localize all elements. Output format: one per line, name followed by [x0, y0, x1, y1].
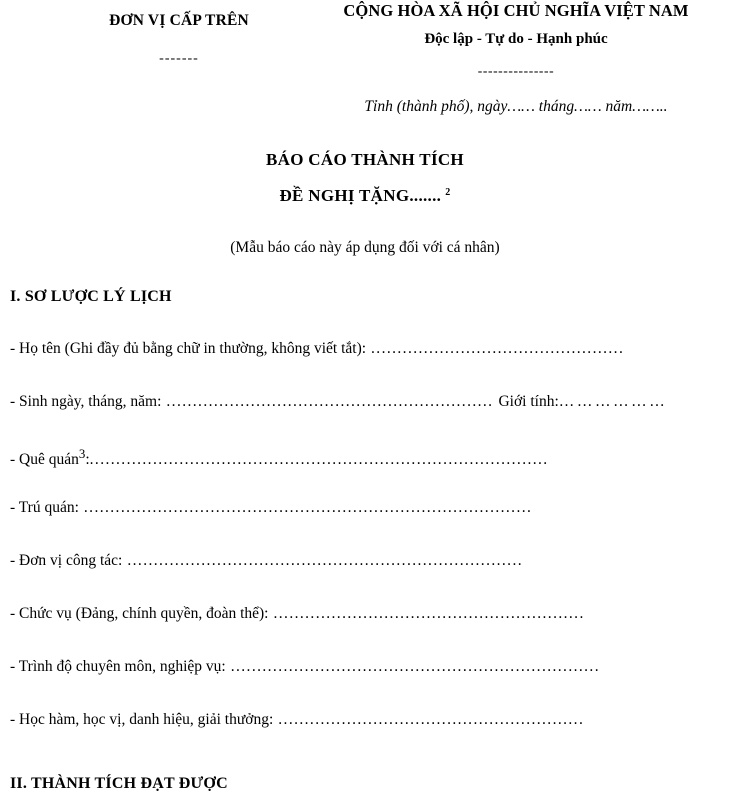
biography-field-list [10, 340, 722, 764]
issuing-authority-block [44, 12, 314, 66]
field-row-chuc-vu [10, 605, 722, 658]
place-date-line: Tỉnh (thành phố), ngày…… tháng…… năm…….. [364, 97, 668, 115]
field-label-tru-quan: - Trú quán: [10, 499, 79, 516]
field-dots-trinh-do[interactable]: ...................................................................... [230, 658, 600, 675]
field-row-ho-ten [10, 340, 722, 393]
section-heading-i: I. SƠ LƯỢC LÝ LỊCH [10, 288, 172, 305]
field-colon-que-quan: : [85, 451, 90, 469]
field-row-trinh-do [10, 658, 722, 711]
field-dots-don-vi-cong-tac[interactable]: ........................................................................... [127, 552, 523, 569]
section-heading-ii: II. THÀNH TÍCH ĐẠT ĐƯỢC [10, 775, 228, 792]
document-header [0, 0, 730, 130]
field-label-gioi-tinh: Giới tính: [498, 393, 559, 410]
national-motto-rule: --------------- [477, 63, 555, 79]
field-dots-chuc-vu[interactable]: ........................................................... [273, 605, 585, 622]
field-row-hoc-ham [10, 711, 722, 764]
field-row-don-vi-cong-tac [10, 552, 722, 605]
field-row-sinh-ngay [10, 393, 722, 446]
field-dots-que-quan[interactable]: ....................................................................................... [89, 451, 549, 469]
report-scope-note: (Mẫu báo cáo này áp dụng đối với cá nhân) [230, 238, 500, 256]
field-dots-tru-quan[interactable]: ..................................................................................... [83, 499, 533, 516]
report-title: BÁO CÁO THÀNH TÍCH [266, 150, 464, 169]
national-heading-block [310, 0, 722, 116]
field-label-sinh-ngay: - Sinh ngày, tháng, năm: [10, 393, 162, 410]
field-label-ho-ten: - Họ tên (Ghi đầy đủ bằng chữ in thường, không viết tắt): [10, 340, 367, 357]
report-title-block [0, 150, 730, 257]
field-dots-ho-ten[interactable]: ................................................ [371, 340, 625, 357]
field-label-hoc-ham: - Học hàm, học vị, danh hiệu, giải thưởng: [10, 711, 274, 728]
report-subtitle-text: ĐỀ NGHỊ TẶNG....... [279, 186, 442, 206]
national-title: CỘNG HÒA XÃ HỘI CHỦ NGHĨA VIỆT NAM [343, 1, 689, 20]
field-dots-sinh-ngay[interactable]: .............................................................. [166, 393, 494, 410]
report-subtitle-footnote-marker: 2 [445, 186, 451, 198]
issuing-authority-rule: ------- [159, 51, 199, 66]
field-row-tru-quan [10, 499, 722, 552]
field-footnote-marker-que-quan: 3 [78, 446, 86, 461]
field-label-don-vi-cong-tac: - Đơn vị công tác: [10, 552, 123, 569]
field-label-chuc-vu: - Chức vụ (Đảng, chính quyền, đoàn thể): [10, 605, 269, 622]
field-dots-hoc-ham[interactable]: .......................................................... [278, 711, 585, 728]
field-label-trinh-do: - Trình độ chuyên môn, nghiệp vụ: [10, 658, 226, 675]
field-dots-gioi-tinh[interactable]: ……………… [558, 393, 668, 410]
field-label-que-quan: - Quê quán [10, 451, 79, 469]
issuing-authority-label: ĐƠN VỊ CẤP TRÊN [109, 12, 249, 29]
national-motto: Độc lập - Tự do - Hạnh phúc [424, 31, 608, 48]
field-row-que-quan [10, 446, 722, 499]
report-subtitle [0, 186, 730, 206]
